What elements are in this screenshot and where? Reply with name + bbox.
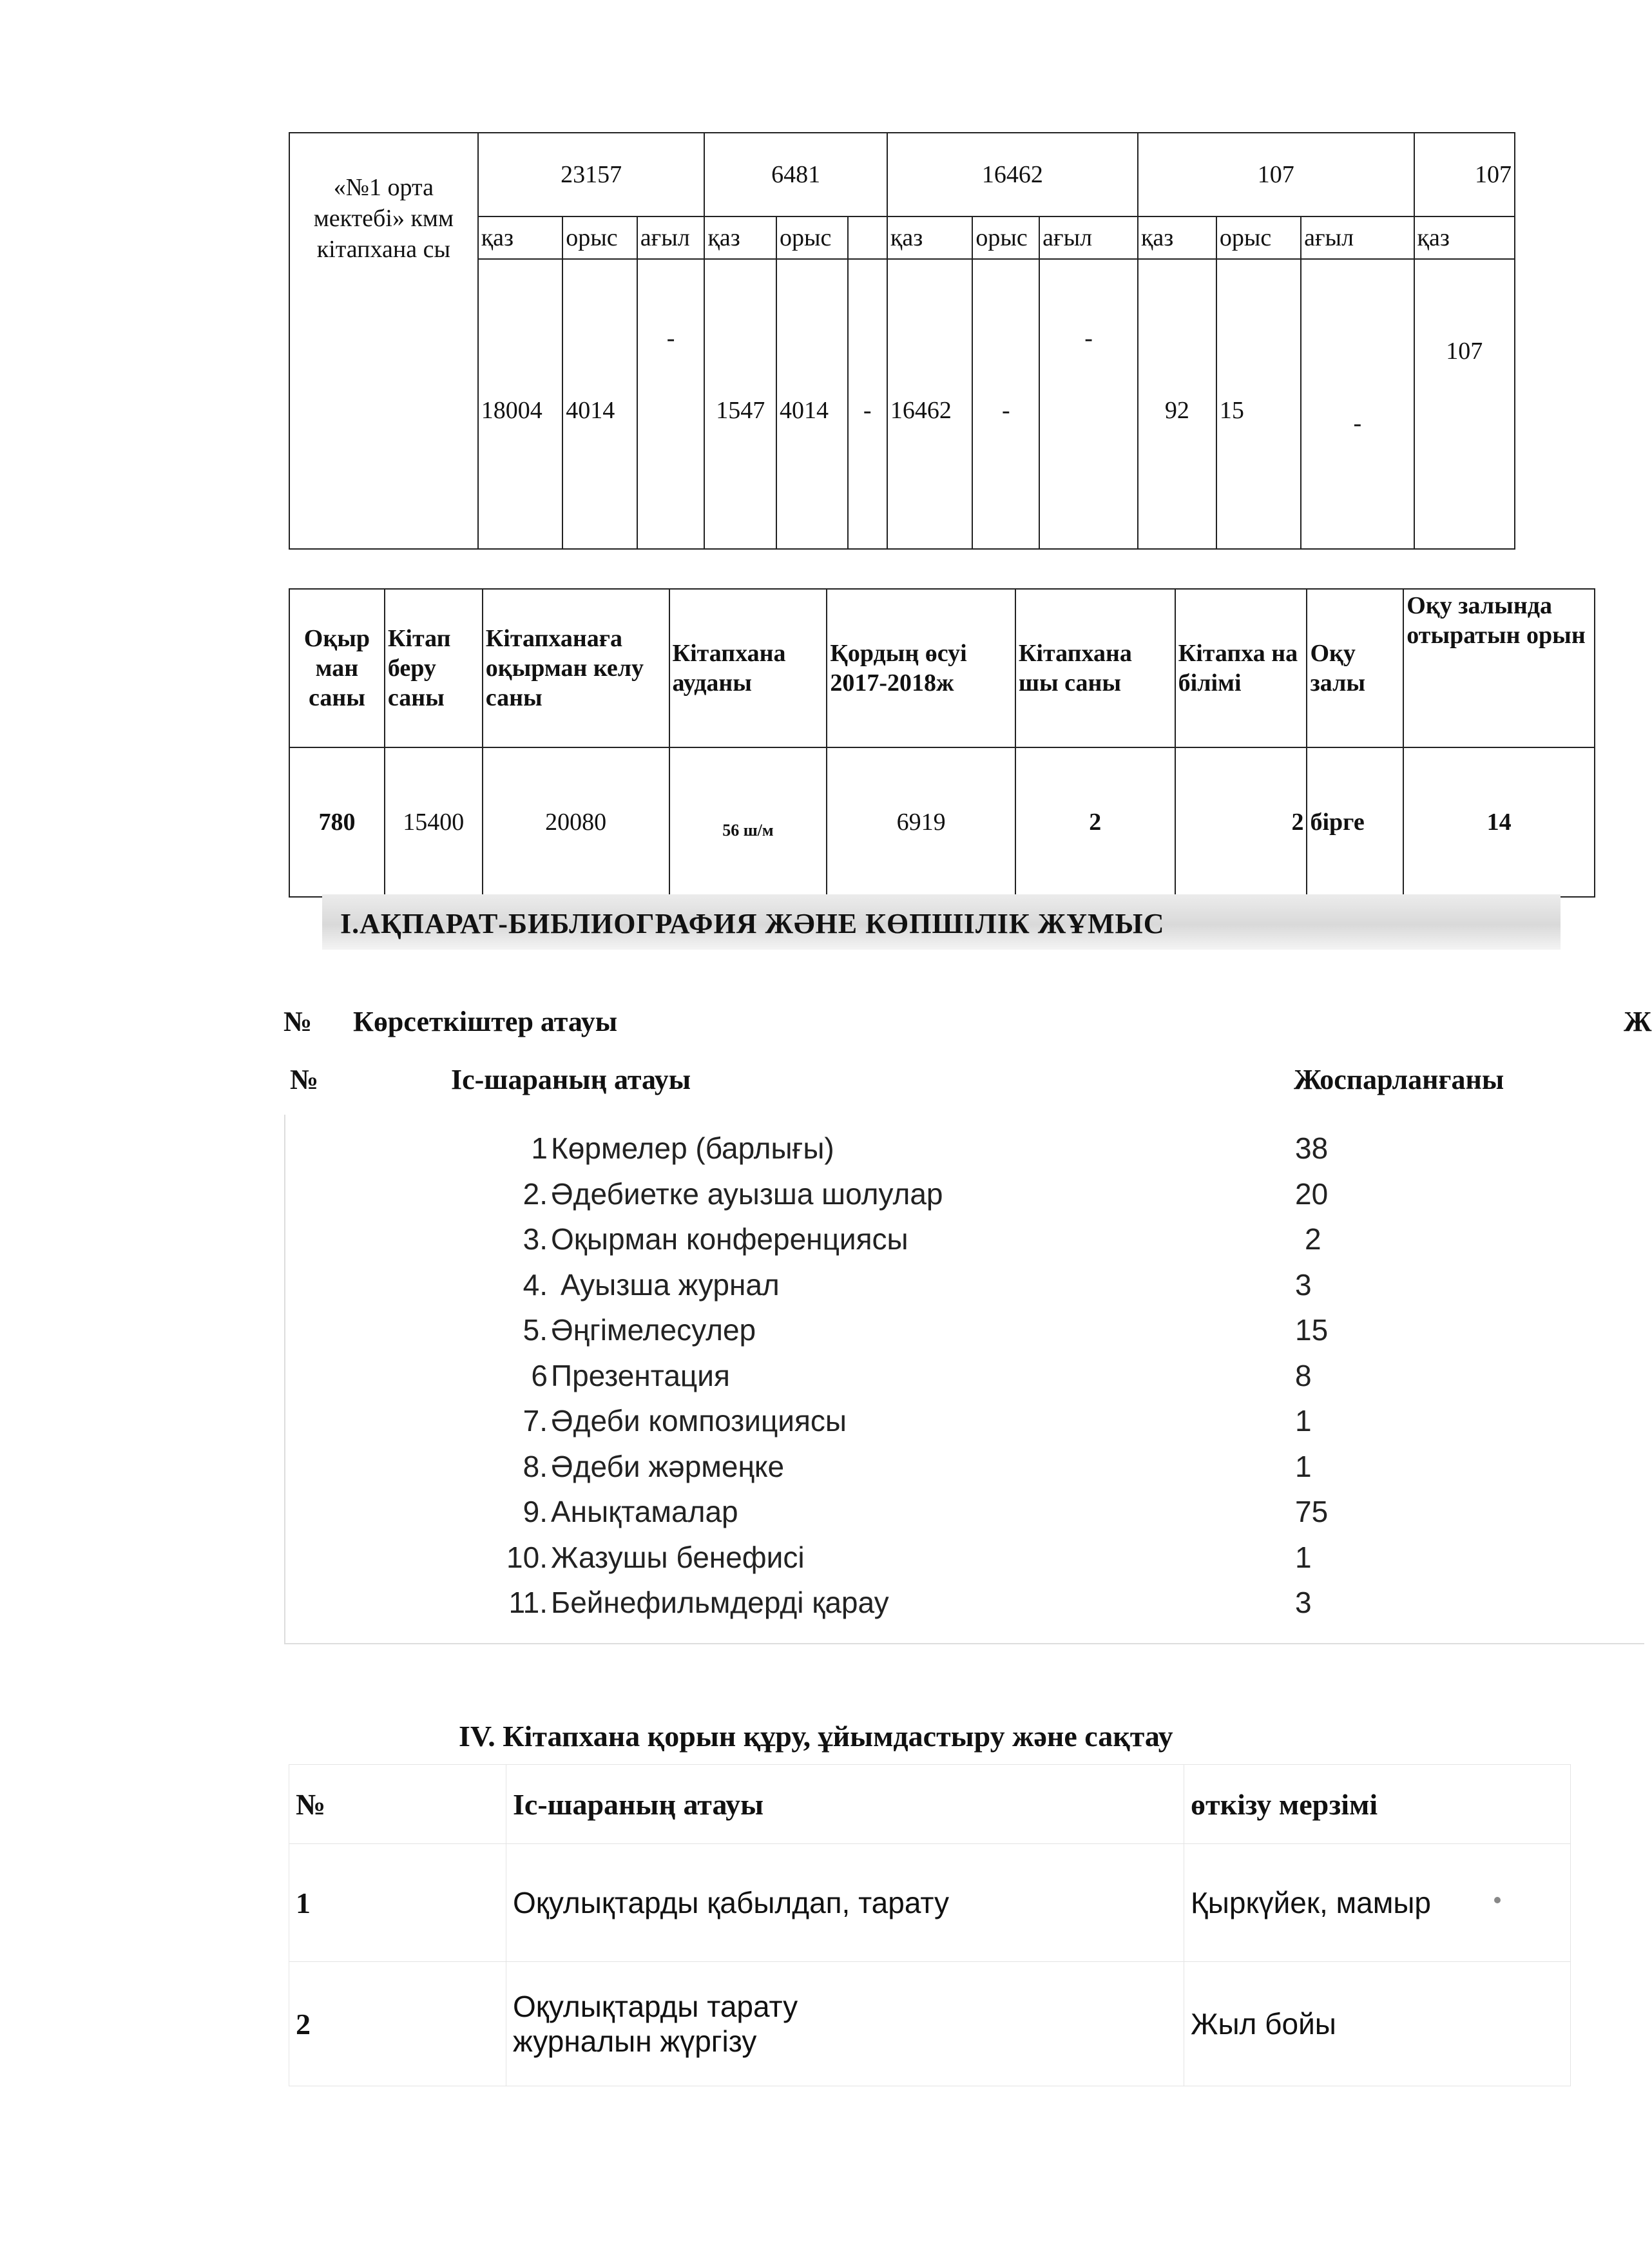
stats-header: Оқу залы	[1307, 589, 1403, 747]
row-when: Жыл бойы	[1184, 1962, 1571, 2086]
row-num: 2	[289, 1962, 506, 2086]
item-planned: 1	[1295, 1449, 1312, 1483]
item-name: Жазушы бенефисі	[551, 1540, 805, 1574]
item-num: 3.	[523, 1222, 548, 1256]
item-num: 10.	[506, 1540, 548, 1574]
library-name-cell	[289, 133, 478, 549]
total-cell: 107	[1414, 133, 1515, 216]
item-planned: 2	[1305, 1222, 1321, 1256]
section-1-title: I.АҚПАРАТ-БИБЛИОГРАФИЯ ЖӘНЕ КӨПШІЛІК ЖҰМЫС	[340, 908, 1165, 939]
fund-value: 92	[1138, 259, 1216, 549]
library-stats-table	[289, 588, 1595, 898]
fund-value: 4014	[776, 259, 848, 549]
item-name: Көрмелер (барлығы)	[551, 1131, 834, 1165]
lang-header	[848, 216, 887, 259]
stats-header: Кітапхана ауданы	[669, 589, 827, 747]
item-planned: 75	[1295, 1495, 1329, 1528]
stats-value: бірге	[1307, 747, 1403, 897]
stats-value: 780	[289, 747, 385, 897]
item-planned: 8	[1295, 1358, 1312, 1392]
stats-header: Қордың өсуі 2017-2018ж	[827, 589, 1015, 747]
item-name: Бейнефильмдерді қарау	[551, 1586, 889, 1619]
list-item	[477, 1585, 1379, 1631]
item-planned: 1	[1295, 1404, 1312, 1437]
item-name: Әдеби жәрмеңке	[551, 1449, 785, 1483]
stats-value: 2	[1015, 747, 1175, 897]
lang-header: қаз	[1414, 216, 1515, 259]
stats-header: Оқыр ман саны	[289, 589, 385, 747]
item-planned: 20	[1295, 1177, 1329, 1211]
table-row	[289, 1844, 1571, 1962]
item-planned: 15	[1295, 1313, 1329, 1347]
lang-header: орыс	[776, 216, 848, 259]
lang-header: ағыл	[1039, 216, 1138, 259]
total-cell: 6481	[704, 133, 887, 216]
events-list	[477, 1131, 1379, 1631]
list-item	[477, 1403, 1379, 1449]
indicator-right-label: Ж	[1624, 1006, 1652, 1037]
item-planned: 3	[1295, 1586, 1312, 1619]
stats-header: Кітапха на білімі	[1175, 589, 1307, 747]
col-header-num: №	[289, 1765, 506, 1844]
fund-value: 16462	[887, 259, 973, 549]
list-item	[477, 1267, 1379, 1313]
stats-value: 56 ш/м	[669, 747, 827, 897]
item-num: 5.	[523, 1313, 548, 1347]
fund-value: 18004	[478, 259, 563, 549]
item-num: 2.	[523, 1177, 548, 1211]
lang-header: қаз	[887, 216, 973, 259]
scan-speck	[1494, 1897, 1501, 1903]
list-item	[477, 1540, 1379, 1586]
list-item	[477, 1177, 1379, 1222]
indicator-name-label: Көрсеткіштер атауы	[353, 1006, 618, 1037]
row-name-line: Оқулықтарды тарату	[513, 1990, 798, 2023]
item-name: Әдеби композициясы	[551, 1404, 847, 1437]
stats-header: Кітапханаға оқырман келу саны	[483, 589, 669, 747]
event-num-label: №	[290, 1064, 319, 1095]
list-item	[477, 1222, 1379, 1267]
list-item	[477, 1312, 1379, 1358]
col-header-name: Іс-шараның атауы	[506, 1765, 1184, 1844]
stats-value: 14	[1403, 747, 1595, 897]
fund-value: -	[1301, 259, 1414, 549]
row-name-line: журналын жүргізу	[513, 2024, 757, 2058]
item-name: Презентация	[551, 1358, 730, 1392]
item-num: 7.	[523, 1404, 548, 1437]
lang-header: қаз	[704, 216, 776, 259]
fund-value: 4014	[562, 259, 637, 549]
stats-value: 2	[1175, 747, 1307, 897]
indicator-num-label: №	[283, 1006, 312, 1037]
event-name-label: Іс-шараның атауы	[451, 1064, 691, 1095]
lang-header: қаз	[478, 216, 563, 259]
item-planned: 1	[1295, 1540, 1312, 1574]
list-item	[477, 1494, 1379, 1540]
stats-value: 15400	[385, 747, 483, 897]
item-planned: 3	[1295, 1267, 1312, 1302]
row-num: 1	[289, 1844, 506, 1962]
table-row	[289, 1962, 1571, 2086]
lang-header: орыс	[562, 216, 637, 259]
list-item	[477, 1358, 1379, 1404]
total-cell: 16462	[887, 133, 1138, 216]
fund-value: 107	[1414, 259, 1515, 549]
fund-tasks-table	[289, 1764, 1571, 2086]
lang-header: ағыл	[1301, 216, 1414, 259]
stats-header: Кітапхана шы саны	[1015, 589, 1175, 747]
lang-header: қаз	[1138, 216, 1216, 259]
item-name: Әңгімелесулер	[551, 1313, 756, 1347]
stats-value: 20080	[483, 747, 669, 897]
stats-header: Оқу залында отыратын орын	[1403, 589, 1595, 747]
item-num: 9.	[523, 1495, 548, 1528]
fund-value: 15	[1216, 259, 1301, 549]
fund-value: 1547	[704, 259, 776, 549]
lang-header: орыс	[972, 216, 1039, 259]
col-header-when: өткізу мерзімі	[1184, 1765, 1571, 1844]
item-name: Оқырман конференциясы	[551, 1222, 908, 1256]
planned-label: Жоспарланғаны	[1294, 1064, 1504, 1095]
fund-value: -	[972, 259, 1039, 549]
fund-value: -	[1039, 259, 1138, 549]
row-name: Оқулықтарды қабылдап, тарату	[506, 1844, 1184, 1962]
item-num: 4.	[523, 1267, 548, 1302]
item-num: 1	[531, 1131, 548, 1165]
item-planned: 38	[1295, 1131, 1329, 1165]
list-item	[477, 1131, 1379, 1177]
item-name: Анықтамалар	[551, 1495, 738, 1528]
section-4-title: IV. Кітапхана қорын құру, ұйымдастыру және сақтау	[459, 1720, 1173, 1753]
total-cell: 23157	[478, 133, 705, 216]
library-fund-table	[289, 132, 1515, 550]
section-1-banner	[322, 894, 1561, 950]
item-num: 6	[531, 1358, 548, 1392]
item-num: 8.	[523, 1449, 548, 1483]
list-item	[477, 1449, 1379, 1495]
lang-header: орыс	[1216, 216, 1301, 259]
fund-value: -	[848, 259, 887, 549]
item-name: Әдебиетке ауызша шолулар	[551, 1177, 943, 1211]
stats-value: 6919	[827, 747, 1015, 897]
row-when: Қыркүйек, мамыр	[1184, 1844, 1571, 1962]
row-name	[506, 1962, 1184, 2086]
item-num: 11.	[508, 1586, 548, 1619]
item-name: Ауызша журнал	[561, 1267, 780, 1302]
library-name: «№1 орта мектебі» кмм кітапхана сы	[313, 174, 454, 263]
fund-value: -	[637, 259, 705, 549]
total-cell: 107	[1138, 133, 1414, 216]
stats-header: Кітап беру саны	[385, 589, 483, 747]
lang-header: ағыл	[637, 216, 705, 259]
